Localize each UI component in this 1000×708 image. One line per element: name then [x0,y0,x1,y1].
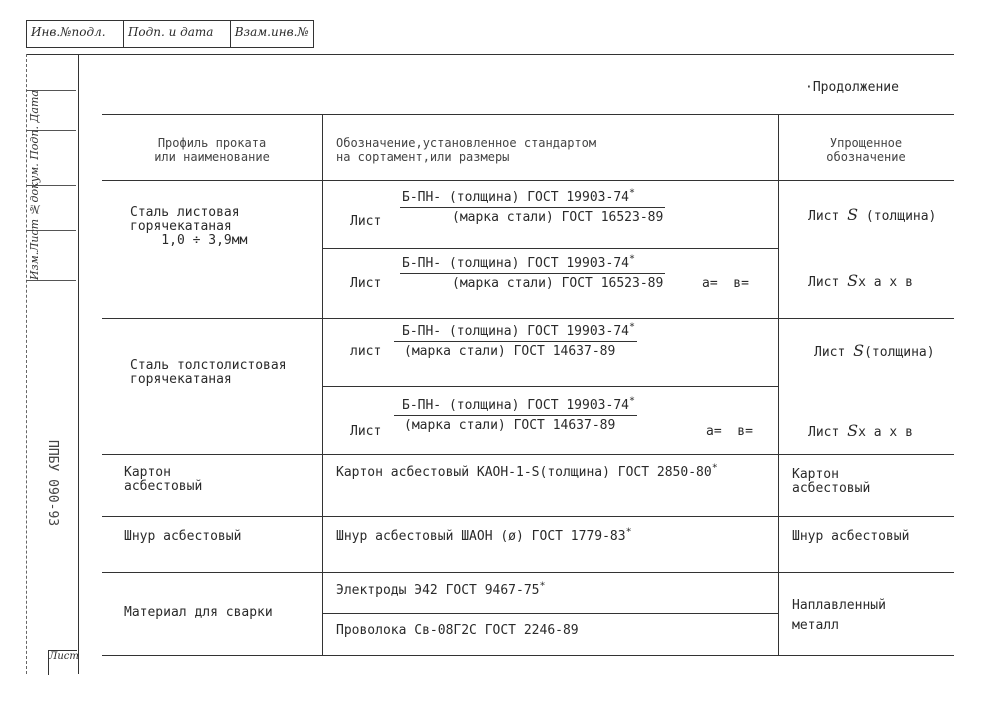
designation-fraction [400,187,665,225]
fraction-denominator: (марка стали) ГОСТ 14637-89 [404,344,616,359]
simplified-asbestos-cord: Шнур асбестовый [792,529,910,544]
title-block-stamp [26,20,314,48]
simp-text: Лист [808,209,840,224]
sheet-label: Лист [49,651,79,662]
desc-text: Электроды Э42 ГОСТ 9467-75 [336,583,540,598]
designation-asbestos-cord [336,526,632,544]
symbol-s: S [853,341,865,360]
row-prefix: Лист [350,214,382,229]
table-border-top [102,114,954,115]
simp-text: Лист [808,275,840,290]
dimension-ab: а= в= [702,276,749,291]
row-prefix: Лист [350,276,382,291]
header-profile: Профиль проката или наименование [154,136,270,164]
fraction-denominator: (марка стали) ГОСТ 16523-89 [452,276,664,291]
simp-text: Лист [808,425,840,440]
simplified-sheet-thickness [808,205,937,224]
asterisk: * [711,462,718,474]
fraction-denominator: (марка стали) ГОСТ 16523-89 [452,210,664,225]
fraction-numerator: Б-ПН- (толщина) ГОСТ 19903-74 [402,256,629,271]
asterisk: * [539,580,546,592]
stamp-inv-podl: Инв.№подл. [27,21,124,47]
row-separator [322,248,778,249]
asterisk: * [628,187,636,199]
simplified-thick-dims [808,421,913,440]
header-designation: Обозначение,установленное стандартом на сортамент,или размеры [336,136,597,164]
symbol-s: S [847,421,859,440]
fraction-denominator: (марка стали) ГОСТ 14637-89 [404,418,616,433]
row-prefix: лист [350,344,382,359]
symbol-s: S [847,205,859,224]
group-separator [102,516,954,517]
simplified-asbestos-board: Картон асбестовый [792,467,871,496]
designation-fraction [394,321,637,359]
table-border-bottom [102,655,954,656]
simp-rest: х а х в [858,275,913,290]
designation-fraction [394,395,637,433]
desc-text: Картон асбестовый КАОН-1-S(толщина) ГОСТ 2850-80 [336,465,712,480]
desc-text: Шнур асбестовый ШАОН (ø) ГОСТ 1779-83 [336,529,626,544]
simplified-sheet-dims [808,271,913,290]
simp-text: Лист [814,345,846,360]
column-separator [322,114,323,656]
header-simplified: Упрощенное обозначение [826,136,906,164]
row-separator [322,386,778,387]
stamp-vzam-inv: Взам.инв.№ [234,25,309,39]
asterisk: * [625,526,632,538]
frame-left-line [78,54,79,674]
fraction-numerator: Б-ПН- (толщина) ГОСТ 19903-74 [402,324,629,339]
asterisk: * [628,253,636,265]
designation-wire: Проволока Св-08Г2С ГОСТ 2246-89 [336,623,579,638]
dimension-ab: а= в= [706,424,753,439]
profile-name-asbestos-cord: Шнур асбестовый [124,529,242,544]
designation-electrodes [336,580,546,598]
row-prefix: Лист [350,424,382,439]
simplified-thick-thickness [814,341,935,360]
steel-products-table [102,114,954,656]
asterisk: * [628,321,636,333]
side-revision-labels: Изм.Лист №докум. Подп. Дата [28,90,41,280]
side-tick [26,280,76,281]
profile-name-asbestos-board: Картон асбестовый [124,465,203,494]
fraction-numerator: Б-ПН- (толщина) ГОСТ 19903-74 [402,190,629,205]
document-code: ППБУ 090-93 [45,440,60,527]
row-separator [322,613,778,614]
profile-name-welding-material: Материал для сварки [124,605,273,620]
header-separator [102,180,954,181]
stamp-podp-data: Подп. и дата [124,21,231,47]
sheet-number-box [48,650,77,675]
simp-rest: (толщина) [864,345,935,360]
column-separator [778,114,779,656]
continuation-label: ·Продолжение [805,80,899,95]
fraction-numerator: Б-ПН- (толщина) ГОСТ 19903-74 [402,398,629,413]
profile-name-sheet-hot-rolled: Сталь листовая горячекатаная 1,0 ÷ 3,9мм [130,205,248,248]
designation-asbestos-board [336,462,718,480]
simplified-weld-metal: Наплавленный металл [792,598,886,633]
simp-rest: х а х в [858,425,913,440]
symbol-s: S [847,271,859,290]
group-separator [102,572,954,573]
group-separator [102,318,954,319]
designation-fraction [400,253,665,291]
simp-rest: (толщина) [858,209,937,224]
profile-name-thick-sheet: Сталь толстолистовая горячекатаная [130,358,287,387]
group-separator [102,454,954,455]
frame-top-line [26,54,954,55]
asterisk: * [628,395,636,407]
